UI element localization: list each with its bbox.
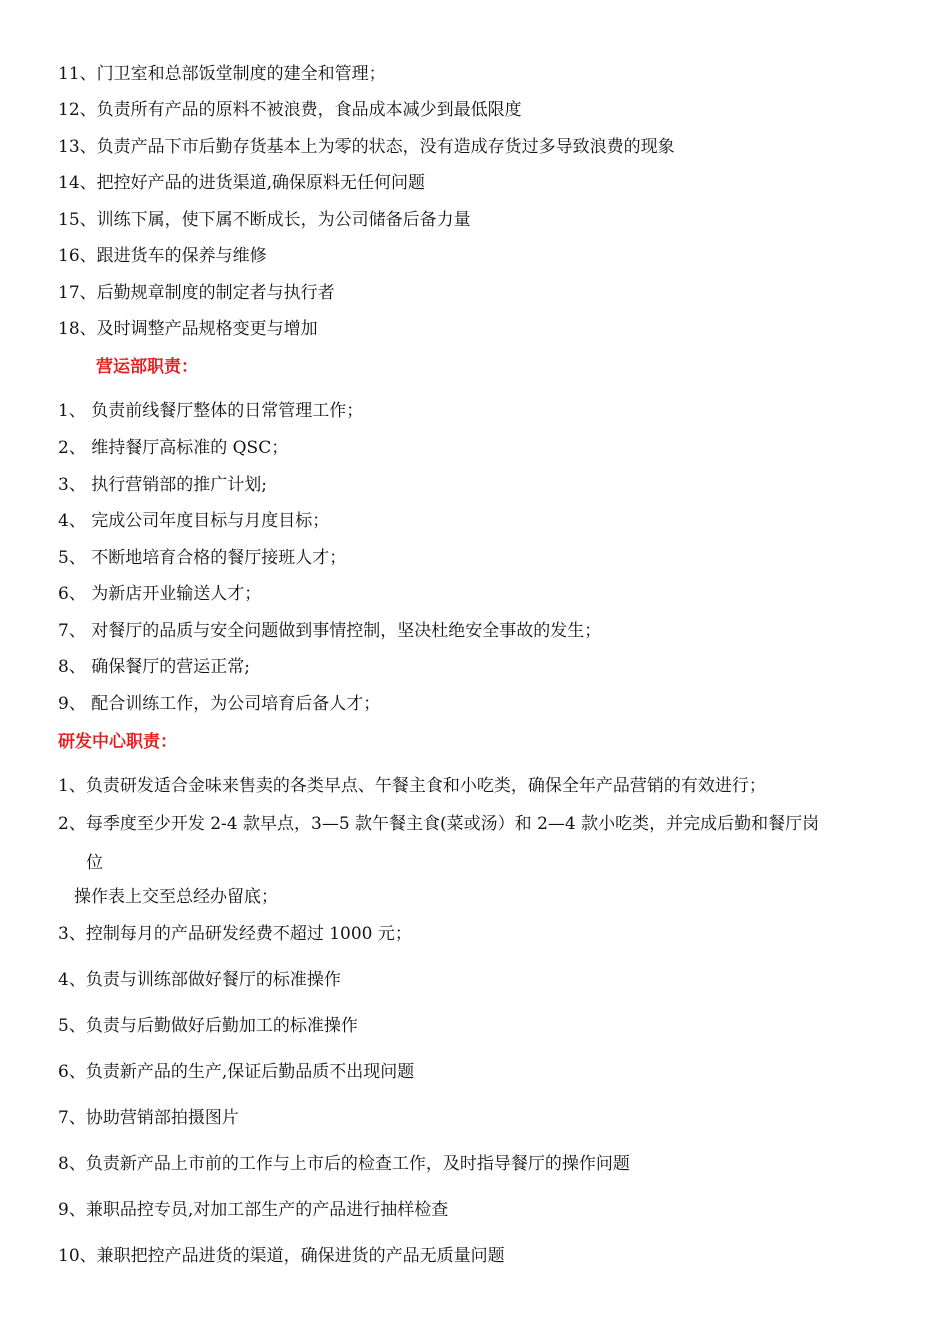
- list-item: 6、负责新产品的生产,保证后勤品质不出现问题: [58, 1062, 415, 1082]
- list-item-continuation: 位: [86, 853, 103, 873]
- list-item: 7、 对餐厅的品质与安全问题做到事情控制，坚决杜绝安全事故的发生；: [58, 621, 602, 641]
- list-item: 11、门卫室和总部饭堂制度的建全和管理；: [58, 64, 386, 84]
- list-item: 8、 确保餐厅的营运正常;: [58, 657, 250, 677]
- list-item: 3、控制每月的产品研发经费不超过 1000 元；: [58, 924, 412, 944]
- list-item: 9、兼职品控专员,对加工部生产的产品进行抽样检查: [58, 1200, 449, 1220]
- list-item: 6、 为新店开业输送人才；: [58, 584, 262, 604]
- list-item-continuation: 操作表上交至总经办留底；: [74, 887, 278, 907]
- list-item: 12、负责所有产品的原料不被浪费，食品成本减少到最低限度: [58, 100, 522, 120]
- list-item: 14、把控好产品的进货渠道,确保原料无任何问题: [58, 173, 426, 193]
- list-item: 5、负责与后勤做好后勤加工的标准操作: [58, 1016, 358, 1036]
- list-item: 16、跟进货车的保养与维修: [58, 246, 267, 266]
- rnd-heading: 研发中心职责：: [58, 732, 177, 752]
- list-item: 5、 不断地培育合格的餐厅接班人才；: [58, 548, 347, 568]
- list-item: 3、 执行营销部的推广计划;: [58, 475, 267, 495]
- list-item: 10、兼职把控产品进货的渠道，确保进货的产品无质量问题: [58, 1246, 505, 1266]
- list-item: 4、负责与训练部做好餐厅的标准操作: [58, 970, 341, 990]
- operations-heading: 营运部职责：: [96, 357, 198, 377]
- list-item: 8、负责新产品上市前的工作与上市后的检查工作，及时指导餐厅的操作问题: [58, 1154, 630, 1174]
- list-item: 15、训练下属，使下属不断成长，为公司储备后备力量: [58, 210, 471, 230]
- list-item: 9、 配合训练工作，为公司培育后备人才；: [58, 694, 381, 714]
- list-item: 13、负责产品下市后勤存货基本上为零的状态，没有造成存货过多导致浪费的现象: [58, 137, 675, 157]
- list-item: 18、及时调整产品规格变更与增加: [58, 319, 318, 339]
- list-item: 1、 负责前线餐厅整体的日常管理工作；: [58, 401, 364, 421]
- list-item: 7、协助营销部拍摄图片: [58, 1108, 239, 1128]
- list-item: 1、负责研发适合金味来售卖的各类早点、午餐主食和小吃类，确保全年产品营销的有效进行；: [58, 776, 766, 796]
- list-item: 4、 完成公司年度目标与月度目标；: [58, 511, 330, 531]
- list-item: 17、后勤规章制度的制定者与执行者: [58, 283, 335, 303]
- list-item: 2、 维持餐厅高标准的 QSC；: [58, 438, 289, 458]
- list-item: 2、每季度至少开发 2-4 款早点，3—5 款午餐主食(菜或汤）和 2—4 款小吃类，并完成后勤和餐厅岗: [58, 814, 820, 834]
